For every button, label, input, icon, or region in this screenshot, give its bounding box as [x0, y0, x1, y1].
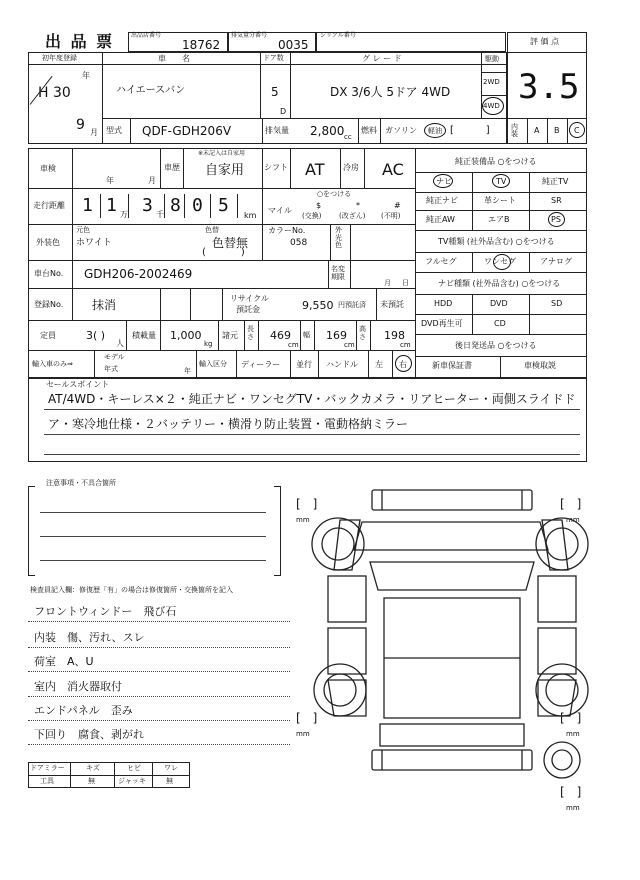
equip-ps: PS [551, 215, 561, 224]
shaken-year-suffix: 年 [106, 176, 114, 185]
serial-label: シリアル番号 [320, 32, 356, 39]
notes-label: 注意事項・不具合箇所 [46, 479, 116, 487]
equip-navi-circle [433, 174, 453, 188]
note-item-1: フロントウィンドー 飛び石 [34, 605, 177, 618]
divider [244, 320, 245, 350]
exhibitor-no: 18762 [182, 38, 221, 52]
vin-label: 車台No. [34, 269, 64, 278]
mileage-label: 走行距離 [33, 201, 65, 210]
divider [72, 288, 73, 320]
history-label: 車歴 [164, 163, 180, 172]
handle-right: 右 [399, 360, 407, 369]
divider [290, 52, 291, 118]
sheet-title: 出 品 票 [45, 32, 115, 51]
equip-ps-circle [548, 212, 565, 227]
displacement-label: 排気量 [265, 126, 289, 135]
divider [160, 288, 161, 320]
divider [210, 194, 211, 218]
handle-label: ハンドル [326, 360, 358, 369]
note-item-4: 室内 消火器取付 [34, 680, 122, 693]
divider [481, 95, 507, 96]
hood [354, 522, 548, 550]
spec-label: 諸元 [222, 331, 238, 340]
tire-unit-rr: mm [566, 730, 580, 738]
divider [28, 647, 290, 648]
mileage-unit: km [244, 211, 257, 220]
divider [72, 148, 73, 288]
divider [415, 210, 587, 211]
divider [529, 172, 530, 230]
width-unit: cm [344, 341, 355, 349]
rear-left-wheel [314, 664, 366, 716]
unknown-sub: (不明) [381, 212, 401, 220]
divider [567, 118, 568, 144]
reg-no-value: 抹消 [92, 298, 117, 312]
month-suffix: 月 [90, 128, 98, 137]
windshield [370, 562, 534, 590]
equip-navi: ナビ [436, 177, 452, 186]
notes-bracket-right [274, 486, 281, 576]
divider [529, 294, 530, 334]
displacement-unit: cc [344, 133, 352, 141]
divider [481, 72, 507, 73]
model-name-label: 車 名 [158, 54, 190, 63]
divider [28, 224, 415, 225]
divider [44, 409, 580, 410]
import-parallel: 並行 [296, 360, 312, 369]
nav-dvd: DVD [490, 299, 508, 308]
first-reg-label: 初年度登録 [42, 54, 77, 62]
divider [28, 350, 415, 351]
recycle-label: リサイクル [230, 294, 269, 303]
equip-sr: SR [551, 196, 562, 205]
nav-cd: CD [494, 319, 506, 328]
type-value: QDF-GDH206V [142, 124, 232, 138]
height-value: 198 [384, 329, 405, 342]
model-year-sub: 年式 [104, 365, 118, 373]
divider [415, 230, 587, 231]
divider [262, 118, 263, 144]
mileage-sen: 千 [156, 210, 164, 219]
divider [472, 294, 473, 334]
score-label: 評 価 点 [530, 37, 560, 46]
divider [28, 260, 415, 261]
divider [415, 356, 587, 357]
divider [350, 224, 351, 260]
history-value: 自家用 [205, 163, 245, 178]
equip-airbag: エアB [488, 215, 510, 224]
name-change-day: 日 [402, 279, 409, 287]
divider [415, 314, 587, 315]
divider [44, 434, 580, 435]
drive-label: 駆動 [485, 55, 499, 63]
reg-no-label: 登録No. [34, 300, 64, 309]
capacity-unit: 人 [116, 339, 124, 348]
recycle-sub: 預託金 [236, 305, 260, 314]
divider [415, 172, 587, 173]
mileage-digit-6: 5 [218, 195, 229, 216]
equipment-title: 純正装備品 ○をつける [455, 157, 537, 166]
left-rear-quarter [328, 680, 366, 716]
color-code-value: 058 [290, 238, 308, 248]
note-item-6: 下回り 腐食、剥がれ [34, 728, 144, 741]
nav-dvd-play: DVD再生可 [421, 319, 463, 328]
left-slide-door [328, 628, 366, 674]
grade-label: グ レ ー ド [362, 54, 402, 63]
divider [28, 720, 290, 721]
rear-right-wheel [536, 664, 588, 716]
doors-value: 5 [271, 85, 279, 99]
right-slide-door [538, 628, 576, 674]
divider [415, 294, 587, 295]
divider [415, 252, 587, 253]
model-year-unit: 年 [184, 367, 191, 375]
class-no-label: 排気量分番号 [231, 32, 268, 39]
model-name: ハイエースバン [116, 85, 186, 96]
interior-c: C [574, 126, 580, 135]
name-change-month: 月 [384, 279, 391, 287]
legend-h1: ドアミラー [30, 764, 65, 772]
divider [340, 148, 341, 188]
divider [190, 288, 191, 320]
divider [94, 350, 95, 378]
divider [368, 350, 369, 378]
divider [507, 52, 587, 53]
tire-bracket-rr: [ ] [560, 711, 582, 725]
divider [40, 512, 266, 513]
doors-label: ドア数 [263, 54, 284, 62]
interior-c-circle [569, 122, 585, 138]
divider [529, 252, 530, 272]
front-bumper [372, 490, 532, 510]
divider [28, 671, 290, 672]
tire-bracket-spare: [ ] [560, 785, 582, 799]
divider [236, 350, 237, 378]
equip-oem-tv: 純正TV [542, 177, 569, 186]
color-change-bracket: ( ) [202, 247, 245, 258]
length-unit: cm [288, 341, 299, 349]
divider [44, 454, 580, 455]
divider [222, 288, 223, 320]
drive-4wd: 4WD [483, 102, 500, 110]
spare-tire [544, 742, 580, 778]
tv-oneseg-circle [493, 254, 511, 270]
legend-h3: ヒビ [127, 764, 141, 772]
exchange-sub: (交換) [302, 212, 322, 220]
divider [126, 320, 127, 350]
handle-right-circle [395, 355, 412, 372]
divider [28, 621, 290, 622]
divider [500, 356, 501, 378]
mileage-digit-2: 1 [106, 195, 117, 216]
divider [415, 334, 587, 335]
right-front-door [538, 576, 576, 622]
divider [258, 320, 259, 350]
ac-label: 冷房 [343, 163, 359, 172]
divider [40, 560, 266, 561]
fuel-diesel-circle [424, 123, 446, 138]
mile-label: マイル [268, 206, 292, 215]
tamper-sub: (改ざん) [339, 212, 366, 220]
circle-hint: ○をつける [317, 190, 352, 198]
equip-oem-navi: 純正ナビ [426, 196, 458, 205]
exhibitor-no-label: 出品店番号 [131, 32, 162, 39]
vin-value: GDH206-2002469 [84, 267, 193, 281]
divider [28, 744, 290, 745]
divider [356, 320, 357, 350]
import-div-label: 輸入区分 [199, 360, 227, 368]
left-front-door [328, 576, 366, 622]
color-value: ホワイト [76, 238, 112, 248]
shaken-month-suffix: 月 [148, 176, 156, 185]
later-manual: 車検取説 [524, 361, 556, 370]
divider [262, 224, 263, 260]
divider [380, 118, 381, 144]
car-diagram [300, 480, 600, 780]
divider [128, 194, 129, 218]
ac-value: AC [382, 160, 404, 179]
fuel-label: 燃料 [361, 126, 377, 135]
interior-a: A [534, 126, 540, 135]
divider [100, 194, 101, 218]
divider [415, 148, 416, 378]
note-item-2: 内装 傷、汚れ、スレ [34, 631, 145, 644]
height-unit: cm [400, 341, 411, 349]
divider [262, 148, 263, 188]
divider [130, 118, 131, 144]
divider [184, 194, 185, 218]
note-item-3: 荷室 A、U [34, 655, 94, 668]
drive-4wd-circle [482, 97, 504, 115]
length-label: 長さ [247, 325, 254, 341]
divider [164, 194, 165, 218]
divider [160, 148, 161, 188]
divider [102, 118, 507, 119]
sales-line-1: AT/4WD・キーレス×２・純正ナビ・ワンセグTV・バックカメラ・リアヒーター・両側スライドド [48, 392, 576, 406]
plate-label: 外光色 [335, 226, 342, 250]
divider [358, 118, 359, 144]
equip-tv-circle [492, 174, 510, 188]
divider [218, 320, 219, 350]
divider [314, 320, 315, 350]
score-value: 3.5 [518, 67, 580, 107]
divider [114, 762, 115, 788]
divider [330, 224, 331, 260]
import-label: 輸入車のみ⇒ [32, 360, 73, 368]
legend-c2: 無 [88, 777, 95, 785]
mileage-digit-1: 1 [82, 195, 93, 216]
back-door [380, 724, 524, 746]
sales-line-2: ア・寒冷地仕様・２バッテリー・横滑り防止装置・電動格納ミラー [48, 417, 409, 431]
divider [527, 118, 528, 144]
divider [472, 252, 473, 272]
drive-2wd: 2WD [483, 78, 500, 86]
history-note: ※未記入は自家用 [198, 150, 246, 157]
recycle-amount: 9,550 [302, 299, 334, 312]
divider [370, 320, 371, 350]
grade-value: DX 3/6人 5ドア 4WD [330, 85, 451, 99]
later-title: 後日発送品 ○をつける [455, 341, 537, 350]
divider [183, 148, 184, 188]
divider [547, 118, 548, 144]
equip-leather: 革シート [484, 196, 516, 205]
color-code-label: カラーNo. [268, 226, 306, 235]
recycle-unit: 円預託済 [338, 301, 366, 309]
tamper-symbol: * [356, 201, 360, 210]
color-label: 外装色 [36, 238, 60, 247]
interior-label: 内装 [511, 123, 518, 138]
divider [328, 260, 329, 288]
type-label: 型式 [106, 126, 122, 135]
load-label: 積載量 [132, 331, 156, 340]
fuel-gasoline: ガソリン [385, 126, 417, 135]
divider [70, 762, 71, 788]
front-right-wheel [536, 518, 588, 570]
sales-label: セールスポイント [46, 380, 110, 389]
rear-bumper [372, 750, 532, 770]
right-rear-quarter [538, 680, 576, 716]
recycle-status: 未預託 [380, 300, 404, 309]
load-value: 1,000 [170, 329, 202, 342]
divider [300, 320, 301, 350]
import-dealer: ディーラー [241, 360, 281, 369]
color-change-value: 色替無 [212, 236, 249, 250]
equip-tv: TV [496, 177, 507, 186]
height-label: 高さ [359, 325, 366, 341]
name-change-label: 名変期限 [331, 265, 345, 282]
doors-suffix: D [280, 107, 287, 116]
note-item-5: エンドパネル 歪み [34, 704, 133, 717]
divider [290, 148, 291, 188]
nav-hdd: HDD [434, 299, 453, 308]
capacity-value: 3( ) [86, 329, 106, 342]
mileage-digit-3: 3 [142, 195, 153, 216]
tire-bracket-rl: [ ] [296, 711, 318, 725]
divider [260, 52, 261, 118]
tv-title: TV種類 (社外品含む) ○をつける [438, 237, 555, 246]
divider [196, 350, 197, 378]
year-suffix: 年 [82, 71, 90, 80]
divider [40, 536, 266, 537]
later-warranty: 新車保証書 [432, 361, 472, 370]
tire-unit-fl: mm [296, 516, 310, 524]
divider [237, 194, 238, 218]
tire-bracket-fr: [ ] [560, 497, 582, 511]
capacity-label: 定員 [40, 331, 56, 340]
unknown-symbol: # [394, 201, 401, 210]
tire-bracket-fl: [ ] [296, 497, 318, 511]
class-no: 0035 [278, 38, 309, 52]
legend-c3: ジャッキ [118, 777, 146, 785]
tire-unit-rl: mm [296, 730, 310, 738]
divider [28, 188, 415, 189]
length-value: 469 [270, 329, 291, 342]
divider [28, 64, 507, 65]
orig-color-label: 元色 [76, 226, 90, 234]
tv-oneseg: ワンセグ [484, 257, 516, 266]
inspector-label: 検査員記入欄：修復歴「有」の場合は修復箇所・交換箇所を記入 [30, 586, 233, 594]
width-value: 169 [326, 329, 347, 342]
shaken-label: 車検 [40, 164, 56, 173]
fuel-diesel: 軽油 [428, 127, 442, 135]
first-reg-month: 9 [76, 117, 85, 133]
divider [376, 288, 377, 320]
divider [102, 52, 103, 144]
legend-c4: 無 [166, 777, 173, 785]
divider [415, 192, 587, 193]
divider [160, 320, 161, 350]
exchange-symbol: $ [316, 201, 322, 210]
handle-left: 左 [375, 360, 383, 369]
mileage-digit-4: 8 [170, 195, 181, 216]
divider [28, 775, 190, 776]
divider [262, 188, 263, 224]
color-change-label: 色替 [205, 226, 219, 234]
mileage-digit-5: 0 [192, 195, 203, 216]
divider [28, 696, 290, 697]
divider [472, 172, 473, 230]
shift-label: シフト [264, 163, 288, 172]
divider [318, 350, 319, 378]
legend-c1: 工具 [40, 777, 54, 785]
nav-sd: SD [551, 299, 563, 308]
divider [350, 260, 351, 288]
tire-unit-spare: mm [566, 804, 580, 812]
first-reg-era: H 30 [38, 85, 71, 101]
fuel-bracket: [ ] [450, 125, 490, 136]
tv-analog: アナログ [540, 257, 572, 266]
width-label: 幅 [303, 331, 310, 339]
legend-h4: ワレ [164, 764, 178, 772]
notes-bracket-left [28, 486, 35, 576]
model-year-label: モデル [104, 353, 125, 361]
mileage-man: 万 [120, 210, 128, 219]
legend-h2: キズ [86, 764, 100, 772]
load-unit: kg [204, 340, 213, 348]
tire-unit-fr: mm [566, 516, 580, 524]
equip-oem-aw: 純正AW [426, 215, 455, 224]
divider [415, 272, 587, 273]
nav-title: ナビ種類 (社外品含む) ○をつける [438, 279, 561, 288]
divider [364, 148, 365, 188]
divider [152, 762, 153, 788]
displacement-value: 2,800 [310, 124, 345, 138]
shift-value: AT [305, 160, 325, 179]
tv-fullseg: フルセグ [425, 257, 457, 266]
divider [392, 350, 393, 378]
divider [290, 350, 291, 378]
interior-b: B [554, 126, 560, 135]
